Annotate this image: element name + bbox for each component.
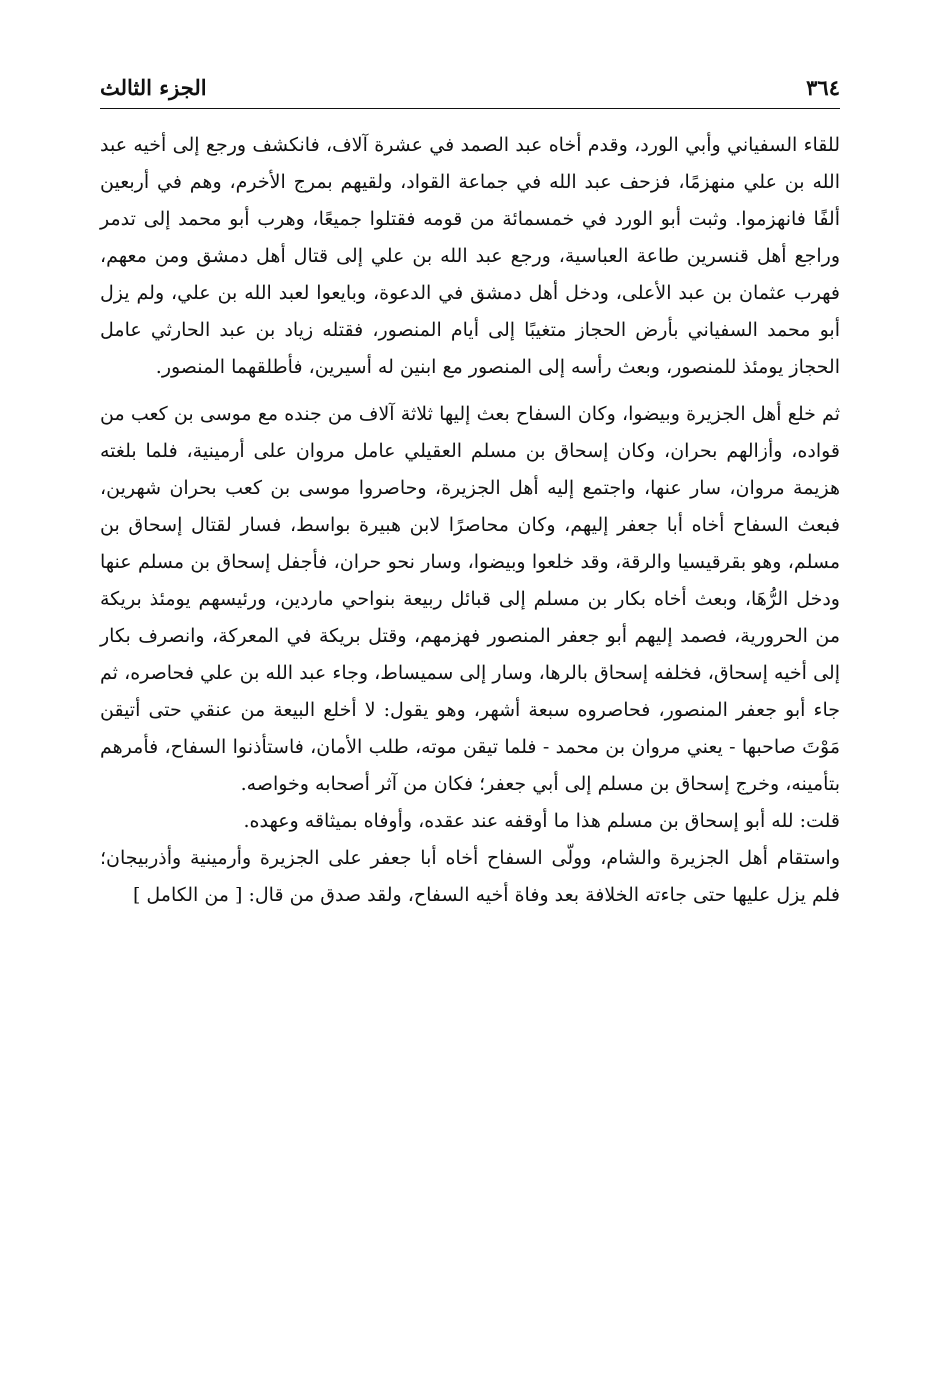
volume-title: الجزء الثالث — [100, 75, 207, 100]
book-page — [100, 62, 840, 914]
paragraph-3: قلت: لله أبو إسحاق بن مسلم هذا ما أوقفه عند عقده، وأوفاه بميثاقه وعهده. — [243, 810, 840, 832]
body-text — [100, 127, 840, 914]
paragraph-2: ثم خلع أهل الجزيرة وبيضوا، وكان السفاح بعث إليها ثلاثة آلاف من جنده مع موسى بن كعب من قواده، وأزالهم بحران، وكان إسحاق بن مسلم العقيلي عامل مروان على أرمينية، فلما بلغته هزيمة مروان، سار عنها، واجتمع إليه أهل الجزيرة، وحاصروا موسى بن كعب بحران شهرين، فبعث السفاح أخاه أبا جعفر إليهم، وكان محاصرًا لابن هبيرة بواسط، فسار لقتال إسحاق بن مسلم، وهو بقرقيسيا والرقة، وقد خلعوا وبيضوا، وسار نحو حران، فأجفل إسحاق بن مسلم عنها ودخل الرُّهَا، وبعث أخاه بكار بن مسلم إلى قبائل ربيعة بنواحي ماردين، ورئيسهم يومئذ بريكة من الحرورية، فصمد إليهم أبو جعفر المنصور فهزمهم، وقتل بريكة في المعركة، وانصرف بكار إلى أخيه إسحاق، فخلفه إسحاق بالرها، وسار إلى سميساط، وجاء عبد الله بن علي فحاصره، ثم جاء أبو جعفر المنصور، فحاصروه سبعة أشهر، وهو يقول: لا أخلع البيعة من عنقي حتى أتيقن مَوْتَ صاحبها - يعني مروان بن محمد - فلما تيقن موته، طلب الأمان، فاستأذنوا السفاح، فأمرهم بتأمينه، وخرج إسحاق بن مسلم إلى أبي جعفر؛ فكان من آثر أصحابه وخواصه. — [100, 403, 840, 795]
paragraph-1: للقاء السفياني وأبي الورد، وقدم أخاه عبد الصمد في عشرة آلاف، فانكشف ورجع إلى أخيه عبد الله بن علي منهزمًا، فزحف عبد الله في جماعة القواد، ولقيهم بمرج الأخرم، وهم في أربعين ألفًا فانهزموا. وثبت أبو الورد في خمسمائة من قومه فقتلوا جميعًا، وهرب أبو محمد إلى تدمر وراجع أهل قنسرين طاعة العباسية، ورجع عبد الله بن علي إلى قتال أهل دمشق ومن معهم، فهرب عثمان بن عبد الأعلى، ودخل أهل دمشق في الدعوة، وبايعوا لعبد الله بن علي، ولم يزل أبو محمد السفياني بأرض الحجاز متغيبًا إلى أيام المنصور، فقتله زياد بن عبد الحارثي عامل الحجاز يومئذ للمنصور، وبعث رأسه إلى المنصور مع ابنين له أسيرين، فأطلقهما المنصور. — [100, 134, 840, 378]
paragraph-4: واستقام أهل الجزيرة والشام، وولّى السفاح أخاه أبا جعفر على الجزيرة وأرمينية وأذربيجان؛ فلم يزل عليها حتى جاءته الخلافة بعد وفاة أخيه السفاح، ولقد صدق من قال: [ من الكامل ] — [100, 847, 840, 906]
page-number: ٣٦٤ — [806, 75, 840, 100]
running-header — [100, 62, 840, 109]
